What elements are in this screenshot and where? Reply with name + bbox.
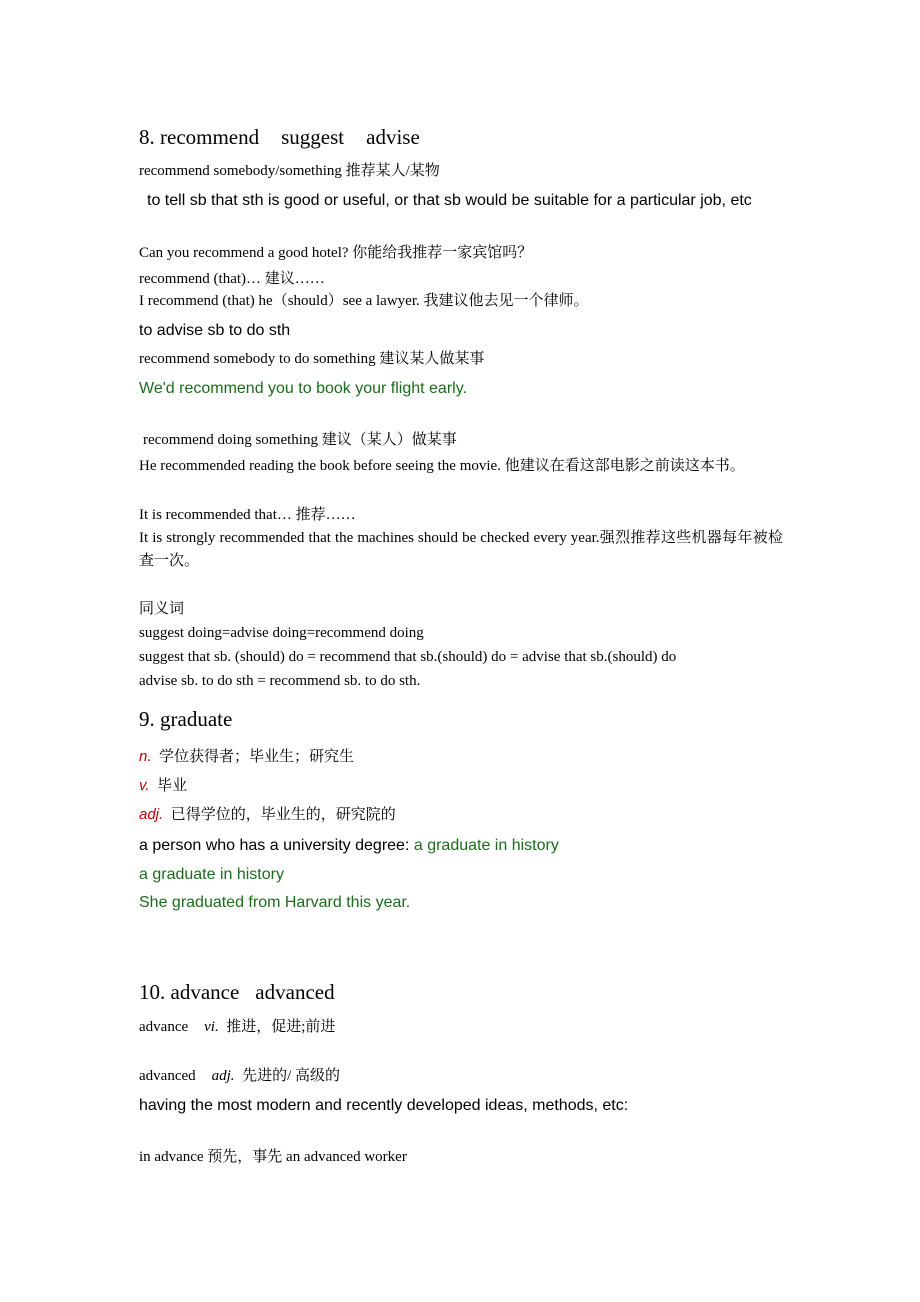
english-definition: having the most modern and recently developed ideas, methods, etc: — [139, 1097, 629, 1114]
inline-example: a graduate in history — [413, 837, 559, 854]
pos-label-verb: v. — [139, 777, 150, 794]
usage-line: recommend somebody/something 推荐某人/某物 — [139, 163, 440, 179]
heading-word-advance: 10. advance — [139, 980, 240, 1004]
section-10-heading — [139, 982, 335, 1003]
pos-noun-line — [139, 749, 354, 765]
heading-word-advise: advise — [366, 125, 420, 149]
heading-word-recommend: 8. recommend — [139, 125, 260, 149]
english-definition: to advise sb to do sth — [139, 322, 291, 339]
usage-line: It is recommended that… 推荐…… — [139, 507, 356, 523]
english-definition: to tell sb that sth is good or useful, or that sb would be suitable for a particular job, etc — [147, 192, 752, 209]
word-entry-advanced — [139, 1069, 340, 1084]
section-9-heading: 9. graduate — [139, 707, 233, 731]
synonym-line: suggest doing=advise doing=recommend doing — [139, 625, 424, 641]
pos-verb-line — [139, 778, 187, 794]
pos-adj-line — [139, 807, 396, 823]
example-sentence: Can you recommend a good hotel? 你能给我推荐一家宾馆吗？ — [139, 245, 533, 261]
pos-definition: 已得学位的，毕业生的，研究院的 — [170, 807, 396, 823]
entry-pos: vi. — [204, 1019, 219, 1035]
entry-definition: 先进的/ 高级的 — [242, 1068, 340, 1084]
pos-definition: 毕业 — [157, 778, 188, 794]
heading-word-suggest: suggest — [281, 125, 345, 149]
example-sentence: a graduate in history — [139, 866, 284, 883]
example-sentence: It is strongly recommended that the machines should be checked every year.强烈推荐这些机器每年被检查一次。 — [139, 530, 783, 569]
heading-word-advanced: advanced — [255, 980, 335, 1004]
entry-word: advance — [139, 1019, 189, 1035]
synonym-line: advise sb. to do sth = recommend sb. to do sth. — [139, 673, 421, 689]
entry-pos: adj. — [211, 1068, 235, 1084]
usage-line: recommend somebody to do something 建议某人做某事 — [139, 351, 485, 367]
pos-definition: 学位获得者；毕业生；研究生 — [159, 749, 355, 765]
entry-word: advanced — [139, 1068, 196, 1084]
word-entry-advance — [139, 1020, 335, 1035]
example-sentence: He recommended reading the book before seeing the movie. 他建议在看这部电影之前读这本书。 — [139, 458, 745, 474]
usage-line: recommend doing something 建议（某人）做某事 — [143, 432, 457, 448]
example-sentence: She graduated from Harvard this year. — [139, 894, 411, 911]
pos-label-adj: adj. — [139, 806, 164, 823]
usage-line: recommend (that)… 建议…… — [139, 271, 325, 287]
section-8-heading — [139, 127, 420, 148]
english-definition-line — [139, 838, 559, 854]
synonym-line: suggest that sb. (should) do = recommend that sb.(should) do = advise that sb.(should) do — [139, 649, 677, 665]
entry-definition: 推进，促进;前进 — [226, 1019, 336, 1035]
synonyms-title: 同义词 — [139, 601, 185, 617]
example-sentence: We'd recommend you to book your flight early. — [139, 380, 467, 397]
phrase-line: in advance 预先，事先 an advanced worker — [139, 1149, 407, 1165]
example-sentence: I recommend (that) he（should）see a lawyer. 我建议他去见一个律师。 — [139, 293, 589, 309]
pos-label-noun: n. — [139, 748, 152, 765]
english-definition: a person who has a university degree: — [139, 837, 410, 854]
